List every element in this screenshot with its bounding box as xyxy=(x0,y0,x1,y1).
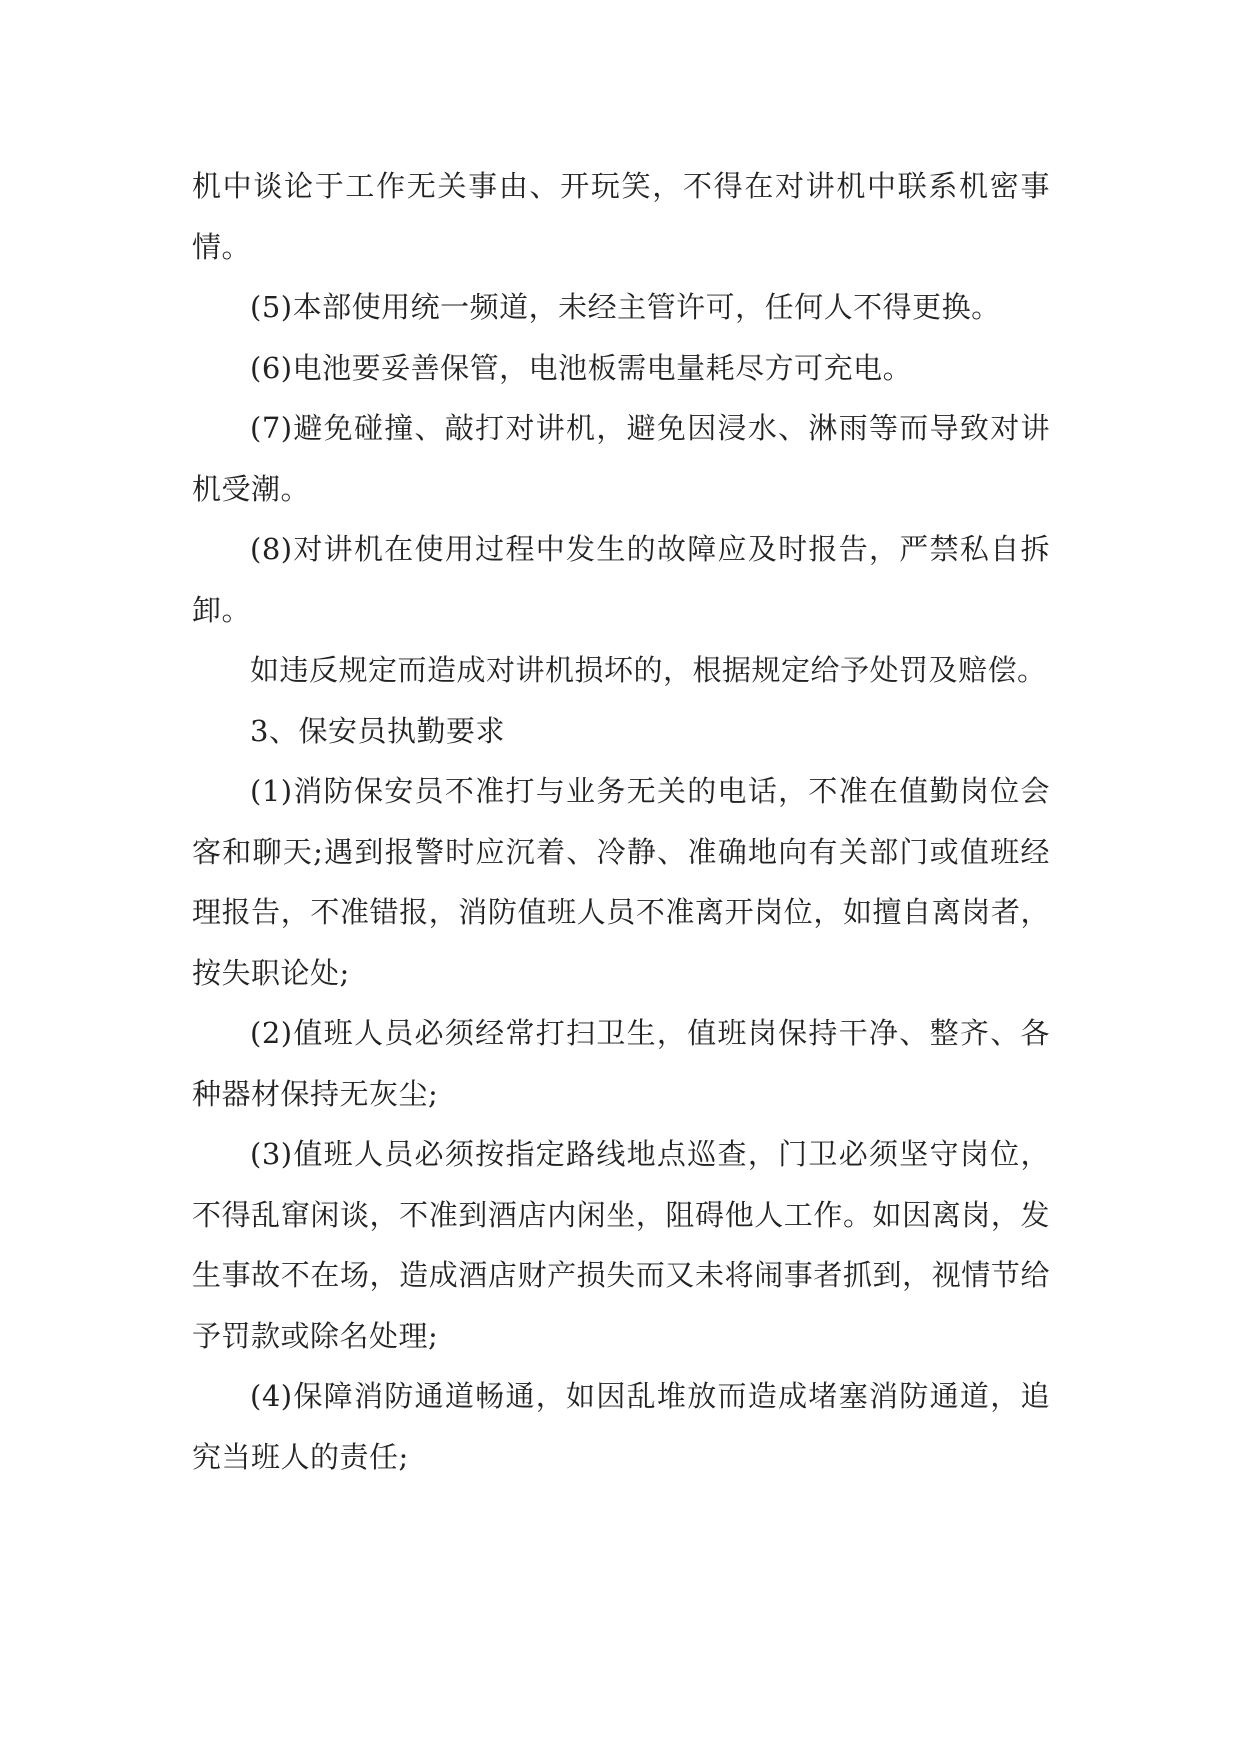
paragraph-item-8: (8)对讲机在使用过程中发生的故障应及时报告，严禁私自拆卸。 xyxy=(192,532,1050,627)
paragraph-duty-3: (3)值班人员必须按指定路线地点巡查，门卫必须坚守岗位，不得乱窜闲谈，不准到酒店内闲坐，阻碍他人工作。如因离岗，发生事故不在场，造成酒店财产损失而又未将闹事者抓到，视情节给予罚款或除名处理; xyxy=(192,1137,1050,1353)
paragraph-item-6: (6)电池要妥善保管，电池板需电量耗尽方可充电。 xyxy=(250,350,913,385)
document-page xyxy=(192,156,1050,1487)
paragraph-duty-1: (1)消防保安员不准打与业务无关的电话，不准在值勤岗位会客和聊天;遇到报警时应沉着、冷静、准确地向有关部门或值班经理报告，不准错报，消防值班人员不准离开岗位，如擅自离岗者，按失职论处; xyxy=(192,774,1050,990)
paragraph-penalty: 如违反规定而造成对讲机损坏的，根据规定给予处罚及赔偿。 xyxy=(250,653,1047,687)
section-heading: 3、保安员执勤要求 xyxy=(250,713,505,748)
paragraph-item-5: (5)本部使用统一频道，未经主管许可，任何人不得更换。 xyxy=(250,290,1001,324)
paragraph-item-7: (7)避免碰撞、敲打对讲机，避免因浸水、淋雨等而导致对讲机受潮。 xyxy=(192,411,1050,506)
paragraph-duty-4: (4)保障消防通道畅通，如因乱堆放而造成堵塞消防通道，追究当班人的责任; xyxy=(192,1379,1050,1474)
paragraph-continuation: 机中谈论于工作无关事由、开玩笑，不得在对讲机中联系机密事情。 xyxy=(192,169,1050,264)
paragraph-duty-2: (2)值班人员必须经常打扫卫生，值班岗保持干净、整齐、各种器材保持无灰尘; xyxy=(192,1016,1050,1111)
